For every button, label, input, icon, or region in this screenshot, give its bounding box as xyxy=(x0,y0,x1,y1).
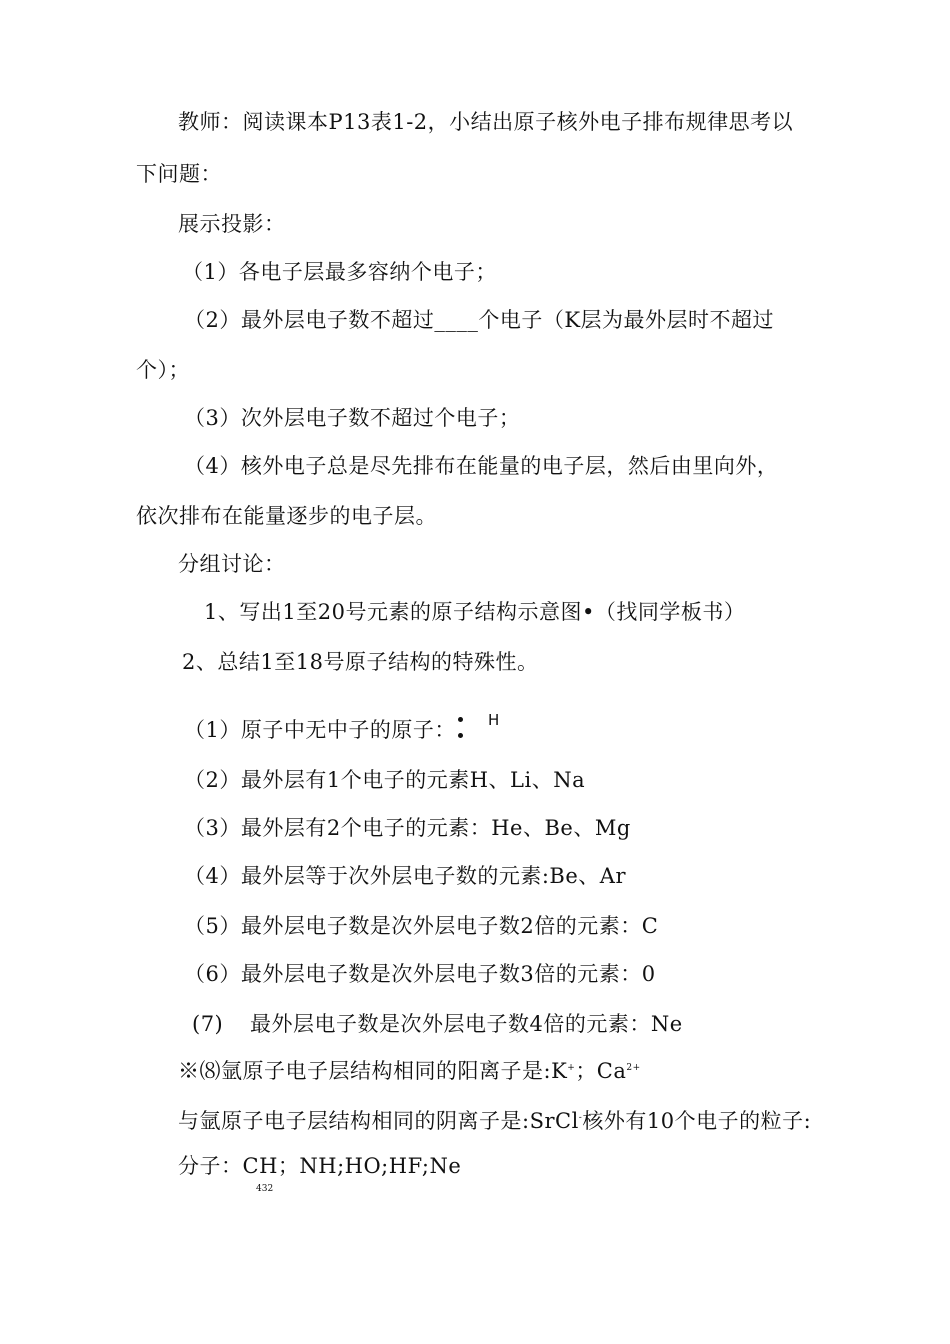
text-segment: 核外有10个电子的粒子: xyxy=(582,1109,812,1133)
superscript: + xyxy=(567,1063,576,1073)
text-line: （1）原子中无中子的原子： xyxy=(184,718,456,742)
text-line: 最外层电子数是次外层电子数4倍的元素：Ne xyxy=(250,1012,683,1036)
text-line: （6）最外层电子数是次外层电子数3倍的元素：0 xyxy=(184,962,656,986)
text-segment: ※⑻氩原子电子层结构相同的阳离子是:K xyxy=(178,1059,568,1083)
text-line: 依次排布在能量逐步的电子层。 xyxy=(136,504,437,528)
text-line: 下问题： xyxy=(136,162,222,186)
superscript: 2+ xyxy=(626,1063,641,1073)
text-line: （4）核外电子总是尽先排布在能量的电子层，然后由里向外， xyxy=(184,454,779,478)
text-line: 2、总结1至18号原子结构的特殊性。 xyxy=(182,650,539,674)
text-segment: 与氩原子电子层结构相同的阴离子是:SrCl xyxy=(178,1109,579,1133)
text-line: (7) xyxy=(192,1012,224,1036)
dot-mark xyxy=(458,717,463,722)
text-line: 分子：CH；NH;HO;HF;Ne xyxy=(178,1154,462,1178)
hydrogen-symbol: H xyxy=(488,711,500,729)
text-line: （3）最外层有2个电子的元素：He、Be、Mg xyxy=(184,816,631,840)
subscript-digits: 432 xyxy=(256,1184,274,1194)
superscript: - xyxy=(578,1113,583,1123)
text-line: （5）最外层电子数是次外层电子数2倍的元素：C xyxy=(184,914,659,938)
text-line: 教师：阅读课本P13表1-2，小结出原子核外电子排布规律思考以 xyxy=(178,110,794,134)
text-line: 1、写出1至20号元素的原子结构示意图•（找同学板书） xyxy=(204,600,746,624)
text-line xyxy=(178,1104,811,1135)
text-line: （1）各电子层最多容纳个电子； xyxy=(182,260,497,284)
text-segment: ；Ca xyxy=(575,1059,627,1083)
text-line: （3）次外层电子数不超过个电子； xyxy=(184,406,521,430)
text-line: 分组讨论： xyxy=(178,552,286,576)
text-line: （4）最外层等于次外层电子数的元素:Be、Ar xyxy=(184,864,626,888)
text-line xyxy=(178,1054,641,1085)
text-line: 个）； xyxy=(136,358,190,382)
text-line: 展示投影： xyxy=(178,212,286,236)
text-line: （2）最外层有1个电子的元素H、Li、Na xyxy=(184,768,586,792)
dot-mark xyxy=(458,733,463,738)
text-line: （2）最外层电子数不超过____个电子（K层为最外层时不超过 xyxy=(184,308,775,332)
